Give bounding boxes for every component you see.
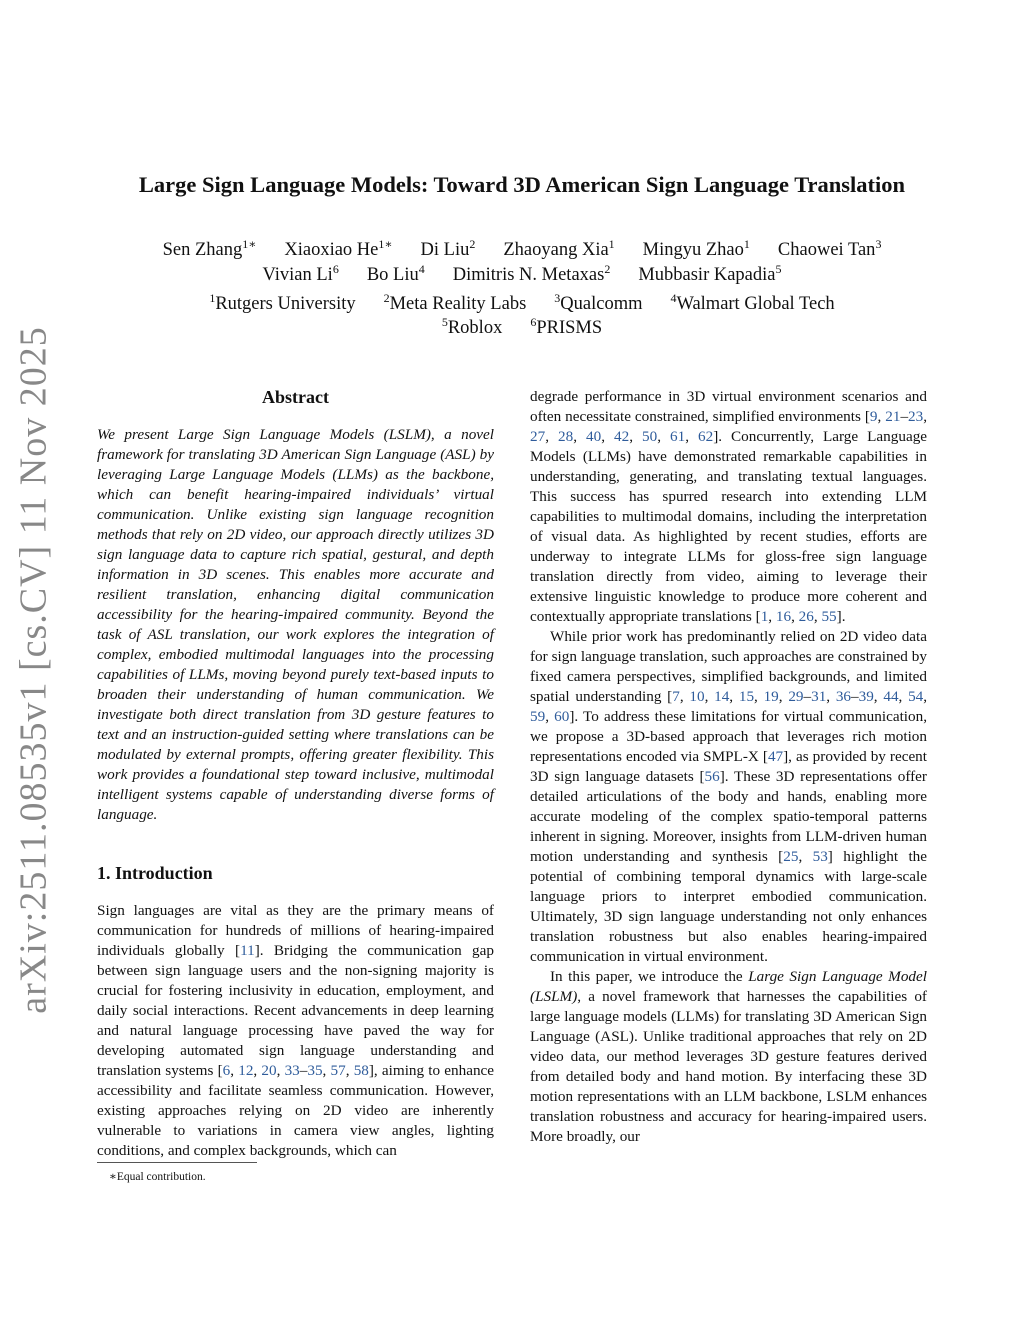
author-affiliation-marker: 3 <box>875 237 882 251</box>
citation-link[interactable]: 54 <box>908 688 924 705</box>
author-name: Mingyu Zhao$^1$ <box>642 237 750 260</box>
citation-link[interactable]: 58 <box>353 1062 369 1079</box>
author-name: Xiaoxiao $He^{1∗}$ <box>284 237 393 260</box>
author-affiliation-marker: 1 <box>743 237 750 251</box>
citation-link[interactable]: 28 <box>558 428 574 445</box>
citation-link[interactable]: 60 <box>554 708 570 725</box>
authors-row-2 <box>60 262 984 286</box>
author-name: Dimitris N. Metaxas$^2$ <box>452 262 611 285</box>
citation-link[interactable]: 57 <box>330 1062 346 1079</box>
citation-link[interactable]: 33 <box>284 1062 300 1079</box>
footnote-area <box>97 1162 494 1183</box>
citation-link[interactable]: 55 <box>821 608 837 625</box>
citation-link[interactable]: 42 <box>614 428 630 445</box>
citation-link[interactable]: 6 <box>222 1062 231 1079</box>
citation-link[interactable]: 1 <box>760 608 769 625</box>
citation-link[interactable]: 56 <box>704 768 720 785</box>
citation-link[interactable]: 62 <box>698 428 714 445</box>
citation-link[interactable]: 14 <box>714 688 730 705</box>
right-paragraph-1: degrade performance in 3D virtual environment scenarios and often necessitate constrained, simplified environments [9, 21–23, 27, 28, 40, 42, 50, 61, 62]. Concurrently, Large Language Models (LLMs) have demonstrated remarkable capabilities in understanding, generating, and translating textual languages. This success has spurred research into extending LLM capabilities to multimodal domains, including the interpretation of visual data. As highlighted by recent studies, efforts are underway to integrate LLMs for gloss-free sign language translation directly from video, aiming to leverage their extensive linguistic knowledge to produce more coherent and contextually appropriate translations [1, 16, 26, 55]. <box>530 388 928 625</box>
citation-link[interactable]: 35 <box>307 1062 323 1079</box>
author-affiliation-marker: 1∗ <box>378 237 393 251</box>
citation-link[interactable]: 44 <box>883 688 899 705</box>
citation-link[interactable]: 39 <box>858 688 874 705</box>
author-affiliation-marker: 4 <box>418 262 425 276</box>
author-affiliation-marker: 1 <box>608 237 615 251</box>
affiliation: $^5$Roblox <box>441 315 503 338</box>
author-affiliation-marker: 6 <box>332 262 339 276</box>
authors-row-1 <box>60 237 984 261</box>
citation-link[interactable]: 9 <box>869 408 878 425</box>
footnote-text: ∗Equal contribution. <box>109 1171 206 1183</box>
citation-link[interactable]: 7 <box>672 688 680 705</box>
affiliation-marker: 1 <box>209 291 216 305</box>
citation-link[interactable]: 50 <box>642 428 658 445</box>
arxiv-watermark <box>6 326 62 1014</box>
affiliation: $^6$PRISMS <box>530 315 603 338</box>
citation-link[interactable]: 59 <box>530 708 546 725</box>
citation-link[interactable]: 53 <box>812 848 828 865</box>
citation-link[interactable]: 26 <box>798 608 814 625</box>
affiliation: $^4$Walmart Global Tech <box>670 291 835 314</box>
author-affiliation-marker: 2 <box>604 262 611 276</box>
right-paragraph-2: While prior work has predominantly relied on 2D video data for sign language translation, such approaches are constrained by fixed camera perspectives, simplified backgrounds, and limited spatial understanding [7, 10, 14, 15, 19, 29–31, 36–39, 44, 54, 59, 60]. To address these limitations for virtual communication, we propose a 3D-based approach that leverages rich motion representations encoded via SMPL-X [47], as provided by recent 3D sign language datasets [56]. These 3D representations offer detailed articulations of the body and hands, enabling more accurate modeling of the complex spatio-temporal patterns inherent in signing. Moreover, insights from LLM-driven human motion understanding and synthesis [25, 53] highlight the potential of combining temporal dynamics with large-scale language priors to interpret embodied communication. Ultimately, 3D sign language understanding not only enhances translation robustness but also enables hearing-impaired communication in virtual environment. <box>530 628 928 965</box>
author-name: Vivian Li$^6$ <box>262 262 339 285</box>
citation-link[interactable]: 10 <box>689 688 705 705</box>
footnote-rule <box>97 1162 257 1163</box>
citation-link[interactable]: 40 <box>586 428 602 445</box>
affiliation-marker: 2 <box>383 291 390 305</box>
citation-link[interactable]: 16 <box>775 608 792 625</box>
author-affiliation-marker: 5 <box>775 262 782 276</box>
author-name: Sen Zhang$^{1∗}$ <box>162 237 257 260</box>
author-name: Mubbasir Kapadia$^5$ <box>638 262 782 285</box>
citation-link[interactable]: 23 <box>908 408 924 425</box>
citation-link[interactable]: 20 <box>261 1062 277 1079</box>
citation-link[interactable]: 27 <box>530 428 546 445</box>
citation-link[interactable]: 47 <box>767 748 784 765</box>
introduction-heading: 1. Introduction <box>97 863 213 883</box>
citation-link[interactable]: 21 <box>885 408 901 425</box>
author-name: Bo Liu$^4$ <box>366 262 425 285</box>
citation-link[interactable]: 15 <box>738 688 755 705</box>
citation-link[interactable]: 12 <box>238 1062 254 1079</box>
intro-paragraph-1: Sign languages are vital as they are the primary means of communication for hundreds of millions of hearing-impaired individuals globally [11]. Bridging the communication gap between sign language users and the non-signing majority is crucial for fostering inclusivity in education, employment, and daily social interactions. Recent advancements in deep learning and natural language processing have paved the way for developing automated sign language understanding and translation systems [6, 12, 20, 33–35, 57, 58], aiming to enhance accessibility and facilitate seamless communication. However, existing approaches relying on 2D video are inherently vulnerable to variations in camera view angles, lighting conditions, and complex backgrounds, which can <box>97 902 495 1159</box>
arxiv-id: arXiv:2511.08535v1 [cs.CV] 11 Nov 2025 <box>13 326 56 1014</box>
abstract-heading: Abstract <box>262 387 329 407</box>
citation-link[interactable]: 36 <box>835 688 852 705</box>
affiliations-row-2 <box>60 315 984 339</box>
emphasized-term: Large Sign Language Model (LSLM) <box>530 968 927 1005</box>
affiliation-marker: 3 <box>554 291 561 305</box>
citation-link[interactable]: 19 <box>763 688 779 705</box>
right-column <box>530 387 927 1147</box>
affiliations-row-1 <box>60 291 984 315</box>
citation-link[interactable]: 31 <box>811 688 827 705</box>
citation-link[interactable]: 11 <box>240 942 255 959</box>
affiliation-marker: 4 <box>670 291 677 305</box>
paper-title: Large Sign Language Models: Toward 3D American Sign Language Translation <box>138 172 906 197</box>
affiliation: $^1$Rutgers University <box>209 291 356 314</box>
right-paragraph-3: In this paper, we introduce the Large Sign Language Model (LSLM), a novel framework that harnesses the capabilities of large language models (LLMs) for translating 3D American Sign Language (ASL). Unlike traditional approaches that rely on 2D video data, our method leverages 3D gesture features derived from detailed body and hand motion. By interfacing these 3D motion representations with an LLM backbone, LSLM enhances translation robustness and accuracy for hearing-impaired users. More broadly, our <box>530 968 927 1145</box>
affiliation: $^3$Qualcomm <box>554 291 643 314</box>
author-affiliation-marker: 2 <box>469 237 476 251</box>
author-name: Di Liu$^2$ <box>420 237 476 260</box>
left-column <box>97 387 494 1161</box>
affiliation-marker: 6 <box>530 315 537 329</box>
affiliation-marker: 5 <box>441 315 448 329</box>
affiliation: $^2$Meta Reality Labs <box>383 291 527 314</box>
abstract-text: We present Large Sign Language Models (LSLM), a novel framework for translating 3D American Sign Language (ASL) by leveraging Large Language Models (LLMs) as the backbone, which can benefit hearing-impaired individuals’ virtual communication. Unlike existing sign language recognition methods that rely on 2D video, our approach directly utilizes 3D sign language data to capture rich spatial, gestural, and depth information in 3D scenes. This enables more accurate and resilient translation, enhancing digital communication accessibility for the hearing-impaired community. Beyond the task of ASL translation, our work explores the integration of complex, embodied multimodal languages into the processing capabilities of LLMs, moving beyond purely text-based inputs to broaden their understanding of human communication. We investigate both direct translation from 3D gesture features to text and an instruction-guided setting where translations can be modulated by external prompts, offering greater flexibility. This work provides a foundational step toward inclusive, multimodal intelligent systems capable of understanding diverse forms of language. <box>97 426 494 823</box>
citation-link[interactable]: 29 <box>788 688 804 705</box>
citation-link[interactable]: 25 <box>783 848 799 865</box>
citation-link[interactable]: 61 <box>670 428 686 445</box>
author-name: Zhaoyang Xia$^1$ <box>503 237 615 260</box>
author-affiliation-marker: 1∗ <box>242 237 257 251</box>
author-name: Chaowei Tan$^3$ <box>777 237 882 260</box>
